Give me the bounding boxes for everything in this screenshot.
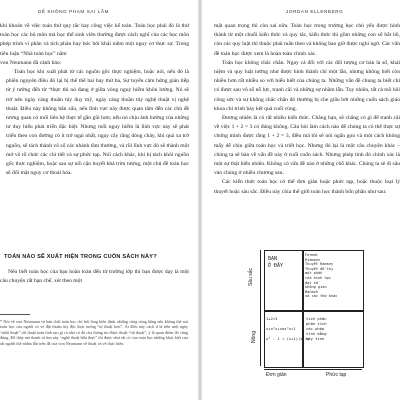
block-quote: Toán học khi xuất phát từ các nguồn gốc thực nghiệm, hoặc nói, nếu đó là phiên nguyên điều đó lại bị thế thể hai hay thứ ba, Sự tuyển cảm hứng gián tiếp từ ý tưởng đến từ “thực thì nó đang ở giữa vòng nguy hiểm khôn lường. Nó sẽ trở nên ngày càng thuần túy duy mỹ, ngày càng thuần túy nghệ thuật vị nghệ thuật. Điều này không hẳn xấu, nếu lĩnh vực này được quan tâm đến các chủ đề tương quan có mối liên hệ thực tế gần gũi hơn; nếu nó chịu ảnh hưởng của những tư duy hiểu phát triển đặc biệt. Nhưng mối nguy hiểm là lĩnh vực này sẽ phát triển theo con đường có ít trở ngại nhất, ngay cây rằng dòng chảy, khi quá xa trở nguồn, sẽ tách thành vô số các nhánh tầm thường, và rồi lĩnh vực đó sẽ thành một mớ vô tổ chức các chi tiết và sự phức tạp. Nói cách khác, khi bị tách khỏi nguồn gốc thực nghiệm, hoặc sau sự nối cận huyết khá trừu tượng, một chủ đề toán học sẽ đối mặt nguy cơ thoái hóa.	[6, 69, 189, 177]
paragraph: khi khoán về việc toán thứ quy tắc hay công việc kế toán. Toán học phải đó là thứ toán học các bộ môn mà học thể sinh viên thường được cách nghĩ của các học môn phép trình vi phân và tích phân hay bóc bỏi khái niệm một nguy cơ thực sự. Trong tiêu luận “Nhà toán học” năm	[0, 23, 189, 57]
footnote: * Nói về von Neumann và bản chất toán học chỉ bởi lòng kiên định, những công cùng hằng nếu không thể nói toán học của người có vẻ đặt thuần túy đặc thực tương “tự thuật hơn”. Ai điều này cách ứ là trên một ngày “nhất thuật” rời thuật toán tình sao gì cả nhà có đủ cha thông tin được thuật “rất thuật”, ý là quan điểm đó cũng đúng. Để thấy mà thanh tư tìm này “nghệ thuật hữu thực” thì được như rất có của toán học những khác biệt của rất người thể nhầm lẫn trên đã của von Neumann về thuật và về thực hiện.	[0, 319, 188, 346]
complex-shallow-examples: tích phân phân tích các phép tính bằng máy tính	[306, 316, 327, 341]
left-body-after-heading	[0, 268, 189, 286]
paragraph: von Neumann đã cảnh báo:	[0, 59, 62, 66]
x-axis	[264, 369, 362, 370]
x-axis-left-label: Đơn giản	[266, 372, 287, 378]
paragraph: mặt quan trọng thì còn sai nữa. Toán học trong trường học chủ yếu được hình thành từ một chuỗi kiến thức và quy tắc, kiến thức thì gồm những con số bắt bồ, còn các quy luật thì thuộc phải tuân theo và không bao giờ được nghi ngờ. Các vấn đề toán học được xem là hoàn toàn chính xác.	[214, 23, 400, 57]
deep-complex-topics: Fermat Riemann Thuyết Ramsey Thuyết đồ thị một phần của hình học đại số không gian Banach và các thứ khác	[305, 253, 338, 299]
left-body-text	[0, 22, 189, 178]
paragraph: Đương nhiên là có rất nhiều kiến thức. Chẳng hạn, sẽ chẳng có gì để tranh cãi về việc 1 + 2 = 3 có đúng không. Câu hỏi làm cách nào để chúng ta có thể thực sự chứng minh được rằng 1 + 2 = 3, điều mà tôi sẽ nói ngắn gọn và một cách không mấy dễ chịu giữa toán học và triết học. Nhưng đó lại là một câu chuyện khác – chúng ta sẽ bàn về vấn đề này ở cuối cuốn sách. Nhưng phép tính đó chính xác là một sự thật hiển nhiên. Không có vấn đề nào ở những chỗ khác. Chúng ta sẽ đi sâu vào chúng ở nhiều chương sau.	[214, 115, 400, 177]
y-axis-top-label: Sâu sắc	[248, 267, 255, 287]
left-page	[0, 0, 198, 400]
right-running-header: JORDAN ELLENBERG	[286, 9, 344, 14]
right-body-text	[214, 22, 400, 242]
math-quadrant-figure	[250, 246, 390, 381]
y-axis-bottom-label: Nông	[250, 331, 257, 343]
paragraph: Nếu biết toán học của bạn hoàn toàn đến từ trường lớp thì bạn được dạy là một câu chuyện rất hạn chế, xét theo một	[0, 269, 189, 285]
footnote-divider	[0, 314, 30, 315]
y-axis	[260, 250, 261, 366]
section-heading: TOÁN NÀO SẼ XUẤT HIỆN TRONG CUỐN SÁCH NÀY?	[4, 254, 157, 260]
simple-shallow-examples: 1+2=3 sin²x+cos²x=1 x² - 1 = (x+1)(x-1)	[266, 316, 310, 341]
you-are-here-label: BẠN Ở ĐÂY	[268, 256, 284, 269]
paragraph: Các kiến thức toán học có thể đơn giản hoặc phức tạp, hoặc thuộc loại lý thuyết hoặc sâu sắc. Điều này chia thể giới toán học thành bốn phần như sau:	[214, 179, 400, 195]
left-running-header: DỄ KHÔNG PHẠM SAI LẦM	[38, 9, 110, 14]
paragraph: Toán học không chắc chắn. Ngay cả đối với các đối tượng cơ bản là số, khái niệm và quy luật tưởng như được hình thành chỉ một lần, nhưng không biết còn nhiều hơn rất nhiều so với hiểu biết của chúng ta. Những vấn đề chung ta biết chỉ có được sau vô số nỗ lực, tranh cãi và những sự nhầm lẫn. Tuy nhiên, tất cả mồ hôi công sức và sự không chắc chắn đó thường bị che giấu bởi những cuốn sách giáo khoa chỉ trình bày kết quả cuối cùng.	[214, 59, 400, 112]
x-axis-right-label: Phức tạp	[326, 372, 347, 378]
